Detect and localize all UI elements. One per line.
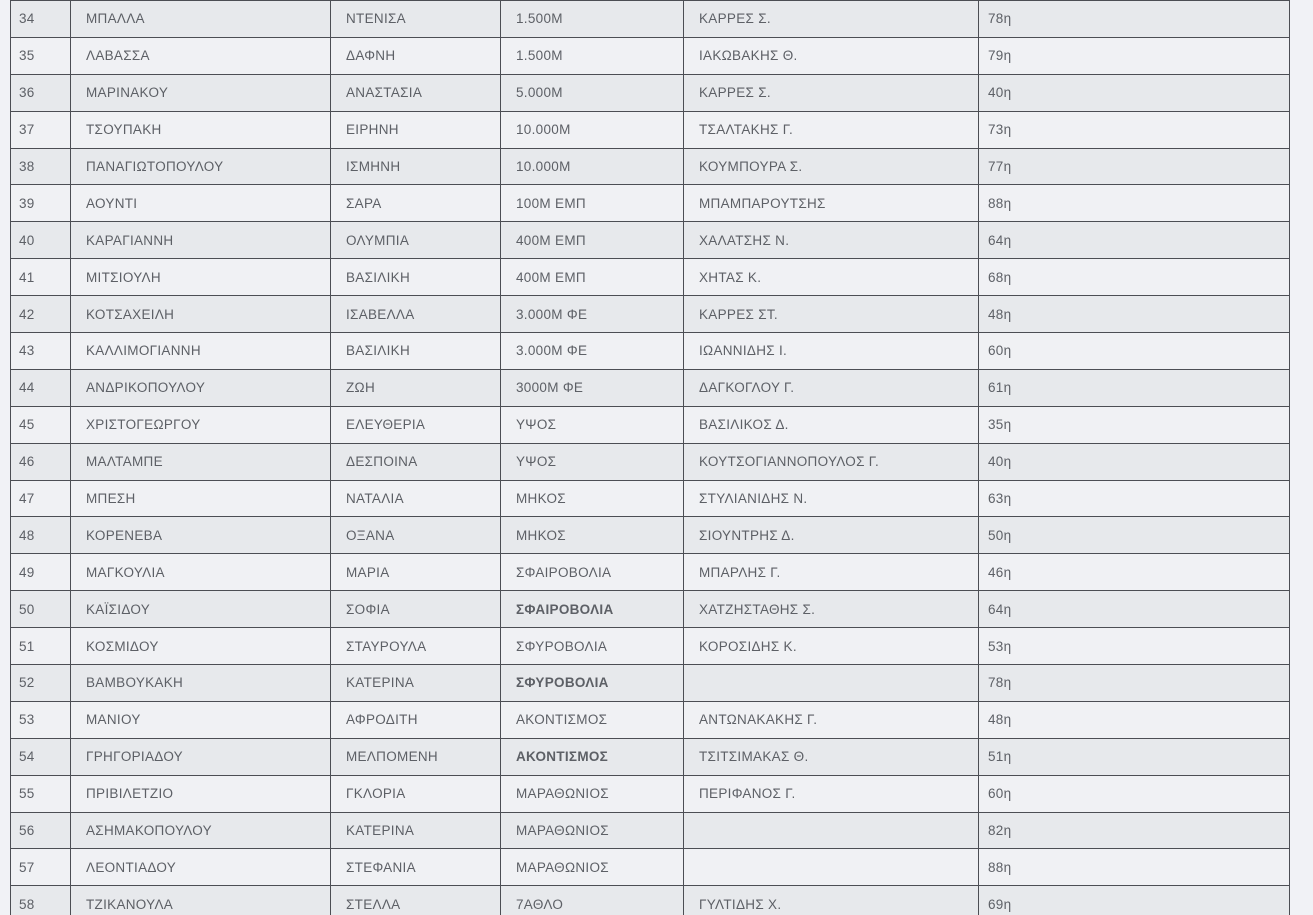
cell-event: 100Μ ΕΜΠ <box>501 185 684 222</box>
athletes-results-table <box>10 0 1290 915</box>
cell-coach: ΣΙΟΥΝΤΡΗΣ Δ. <box>684 517 979 554</box>
table-row <box>11 74 1290 111</box>
cell-position: 46η <box>979 554 1290 591</box>
cell-event: ΜΑΡΑΘΩΝΙΟΣ <box>501 775 684 812</box>
cell-number: 44 <box>11 369 71 406</box>
cell-first-name: ΜΕΛΠΟΜΕΝΗ <box>331 738 501 775</box>
cell-position: 78η <box>979 1 1290 38</box>
table-row <box>11 1 1290 38</box>
cell-last-name: ΑΝΔΡΙΚΟΠΟΥΛΟΥ <box>71 369 331 406</box>
cell-number: 34 <box>11 1 71 38</box>
cell-last-name: ΤΣΟΥΠΑΚΗ <box>71 111 331 148</box>
cell-position: 64η <box>979 222 1290 259</box>
cell-last-name: ΓΡΗΓΟΡΙΑΔΟΥ <box>71 738 331 775</box>
cell-last-name: ΑΟΥΝΤΙ <box>71 185 331 222</box>
cell-coach: ΜΠΑΜΠΑΡΟΥΤΣΗΣ <box>684 185 979 222</box>
cell-first-name: ΚΑΤΕΡΙΝΑ <box>331 812 501 849</box>
cell-last-name: ΠΑΝΑΓΙΩΤΟΠΟΥΛΟΥ <box>71 148 331 185</box>
cell-coach: ΧΑΤΖΗΣΤΑΘΗΣ Σ. <box>684 591 979 628</box>
cell-last-name: ΑΣΗΜΑΚΟΠΟΥΛΟΥ <box>71 812 331 849</box>
cell-first-name: ΖΩΗ <box>331 369 501 406</box>
table-row <box>11 628 1290 665</box>
cell-number: 57 <box>11 849 71 886</box>
cell-first-name: ΣΤΕΦΑΝΙΑ <box>331 849 501 886</box>
cell-position: 82η <box>979 812 1290 849</box>
cell-coach: ΤΣΙΤΣΙΜΑΚΑΣ Θ. <box>684 738 979 775</box>
cell-event: 10.000Μ <box>501 111 684 148</box>
cell-first-name: ΚΑΤΕΡΙΝΑ <box>331 665 501 702</box>
cell-number: 46 <box>11 443 71 480</box>
cell-coach: ΤΣΑΛΤΑΚΗΣ Γ. <box>684 111 979 148</box>
cell-last-name: ΜΠΕΣΗ <box>71 480 331 517</box>
cell-position: 40η <box>979 74 1290 111</box>
cell-event: 3.000Μ ΦΕ <box>501 333 684 370</box>
cell-last-name: ΜΠΑΛΛΑ <box>71 1 331 38</box>
cell-event: 5.000Μ <box>501 74 684 111</box>
cell-coach: ΣΤΥΛΙΑΝΙΔΗΣ Ν. <box>684 480 979 517</box>
cell-number: 41 <box>11 259 71 296</box>
cell-number: 45 <box>11 406 71 443</box>
cell-first-name: ΙΣΑΒΕΛΛΑ <box>331 296 501 333</box>
cell-first-name: ΟΛΥΜΠΙΑ <box>331 222 501 259</box>
cell-last-name: ΜΑΝΙΟΥ <box>71 701 331 738</box>
cell-last-name: ΚΟΤΣΑΧΕΙΛΗ <box>71 296 331 333</box>
cell-event: ΜΑΡΑΘΩΝΙΟΣ <box>501 812 684 849</box>
cell-event: 3000Μ ΦΕ <box>501 369 684 406</box>
cell-first-name: ΟΞΑΝΑ <box>331 517 501 554</box>
cell-last-name: ΚΑΪΣΙΔΟΥ <box>71 591 331 628</box>
cell-first-name: ΓΚΛΟΡΙΑ <box>331 775 501 812</box>
cell-last-name: ΚΑΡΑΓΙΑΝΝΗ <box>71 222 331 259</box>
table-row <box>11 222 1290 259</box>
table-row <box>11 701 1290 738</box>
cell-coach: ΚΑΡΡΕΣ ΣΤ. <box>684 296 979 333</box>
cell-first-name: ΕΙΡΗΝΗ <box>331 111 501 148</box>
cell-position: 77η <box>979 148 1290 185</box>
cell-position: 73η <box>979 111 1290 148</box>
cell-event: ΣΦΥΡΟΒΟΛΙΑ <box>501 665 684 702</box>
cell-first-name: ΝΤΕΝΙΣΑ <box>331 1 501 38</box>
cell-number: 58 <box>11 886 71 915</box>
cell-position: 40η <box>979 443 1290 480</box>
cell-event: 7ΑΘΛΟ <box>501 886 684 915</box>
cell-coach: ΜΠΑΡΛΗΣ Γ. <box>684 554 979 591</box>
cell-event: ΑΚΟΝΤΙΣΜΟΣ <box>501 738 684 775</box>
table-row <box>11 554 1290 591</box>
cell-position: 51η <box>979 738 1290 775</box>
cell-number: 53 <box>11 701 71 738</box>
cell-number: 56 <box>11 812 71 849</box>
cell-position: 63η <box>979 480 1290 517</box>
cell-first-name: ΝΑΤΑΛΙΑ <box>331 480 501 517</box>
table-row <box>11 591 1290 628</box>
cell-coach: ΠΕΡΙΦΑΝΟΣ Γ. <box>684 775 979 812</box>
cell-last-name: ΛΑΒΑΣΣΑ <box>71 37 331 74</box>
cell-coach: ΚΟΡΟΣΙΔΗΣ Κ. <box>684 628 979 665</box>
table-row <box>11 259 1290 296</box>
cell-number: 47 <box>11 480 71 517</box>
table-row <box>11 812 1290 849</box>
cell-first-name: ΕΛΕΥΘΕΡΙΑ <box>331 406 501 443</box>
table-row <box>11 665 1290 702</box>
cell-last-name: ΜΙΤΣΙΟΥΛΗ <box>71 259 331 296</box>
cell-coach: ΙΑΚΩΒΑΚΗΣ Θ. <box>684 37 979 74</box>
cell-first-name: ΣΤΕΛΛΑ <box>331 886 501 915</box>
cell-event: 3.000Μ ΦΕ <box>501 296 684 333</box>
cell-last-name: ΤΖΙΚΑΝΟΥΛΑ <box>71 886 331 915</box>
cell-number: 35 <box>11 37 71 74</box>
cell-last-name: ΧΡΙΣΤΟΓΕΩΡΓΟΥ <box>71 406 331 443</box>
cell-position: 50η <box>979 517 1290 554</box>
cell-last-name: ΠΡΙΒΙΛΕΤΖΙΟ <box>71 775 331 812</box>
cell-last-name: ΚΑΛΛΙΜΟΓΙΑΝΝΗ <box>71 333 331 370</box>
cell-coach <box>684 812 979 849</box>
cell-coach: ΚΑΡΡΕΣ Σ. <box>684 74 979 111</box>
cell-number: 54 <box>11 738 71 775</box>
cell-first-name: ΙΣΜΗΝΗ <box>331 148 501 185</box>
cell-position: 79η <box>979 37 1290 74</box>
cell-event: 400Μ ΕΜΠ <box>501 259 684 296</box>
cell-last-name: ΜΑΛΤΑΜΠΕ <box>71 443 331 480</box>
cell-number: 43 <box>11 333 71 370</box>
cell-number: 39 <box>11 185 71 222</box>
cell-number: 52 <box>11 665 71 702</box>
table-row <box>11 185 1290 222</box>
cell-event: 1.500Μ <box>501 1 684 38</box>
cell-position: 88η <box>979 185 1290 222</box>
cell-last-name: ΚΟΣΜΙΔΟΥ <box>71 628 331 665</box>
table-row <box>11 148 1290 185</box>
cell-number: 37 <box>11 111 71 148</box>
cell-number: 51 <box>11 628 71 665</box>
cell-event: ΜΗΚΟΣ <box>501 480 684 517</box>
cell-position: 60η <box>979 775 1290 812</box>
cell-number: 49 <box>11 554 71 591</box>
cell-coach: ΔΑΓΚΟΓΛΟΥ Γ. <box>684 369 979 406</box>
table-row <box>11 333 1290 370</box>
table-row <box>11 517 1290 554</box>
cell-coach <box>684 665 979 702</box>
cell-position: 61η <box>979 369 1290 406</box>
cell-first-name: ΒΑΣΙΛΙΚΗ <box>331 259 501 296</box>
cell-position: 64η <box>979 591 1290 628</box>
cell-coach: ΓΥΛΤΙΔΗΣ Χ. <box>684 886 979 915</box>
cell-number: 40 <box>11 222 71 259</box>
cell-coach: ΧΗΤΑΣ Κ. <box>684 259 979 296</box>
cell-last-name: ΚΟΡΕΝΕΒΑ <box>71 517 331 554</box>
table-row <box>11 738 1290 775</box>
cell-first-name: ΜΑΡΙΑ <box>331 554 501 591</box>
table-row <box>11 406 1290 443</box>
cell-number: 55 <box>11 775 71 812</box>
cell-coach: ΚΟΥΤΣΟΓΙΑΝΝΟΠΟΥΛΟΣ Γ. <box>684 443 979 480</box>
table-row <box>11 849 1290 886</box>
cell-event: ΥΨΟΣ <box>501 406 684 443</box>
cell-number: 48 <box>11 517 71 554</box>
cell-first-name: ΒΑΣΙΛΙΚΗ <box>331 333 501 370</box>
cell-event: ΣΦΑΙΡΟΒΟΛΙΑ <box>501 591 684 628</box>
cell-coach: ΚΟΥΜΠΟΥΡΑ Σ. <box>684 148 979 185</box>
cell-event: ΥΨΟΣ <box>501 443 684 480</box>
cell-position: 78η <box>979 665 1290 702</box>
cell-position: 69η <box>979 886 1290 915</box>
cell-first-name: ΣΤΑΥΡΟΥΛΑ <box>331 628 501 665</box>
cell-number: 36 <box>11 74 71 111</box>
cell-event: 1.500Μ <box>501 37 684 74</box>
cell-number: 42 <box>11 296 71 333</box>
cell-event: ΑΚΟΝΤΙΣΜΟΣ <box>501 701 684 738</box>
cell-number: 50 <box>11 591 71 628</box>
cell-position: 35η <box>979 406 1290 443</box>
cell-last-name: ΒΑΜΒΟΥΚΑΚΗ <box>71 665 331 702</box>
cell-position: 88η <box>979 849 1290 886</box>
cell-position: 68η <box>979 259 1290 296</box>
cell-first-name: ΑΝΑΣΤΑΣΙΑ <box>331 74 501 111</box>
cell-position: 60η <box>979 333 1290 370</box>
table-row <box>11 886 1290 915</box>
table-row <box>11 480 1290 517</box>
cell-coach: ΑΝΤΩΝΑΚΑΚΗΣ Γ. <box>684 701 979 738</box>
cell-event: ΣΦΥΡΟΒΟΛΙΑ <box>501 628 684 665</box>
table-row <box>11 37 1290 74</box>
cell-last-name: ΜΑΓΚΟΥΛΙΑ <box>71 554 331 591</box>
cell-first-name: ΔΕΣΠΟΙΝΑ <box>331 443 501 480</box>
table-row <box>11 775 1290 812</box>
cell-last-name: ΛΕΟΝΤΙΑΔΟΥ <box>71 849 331 886</box>
table-row <box>11 111 1290 148</box>
cell-position: 48η <box>979 296 1290 333</box>
cell-coach: ΒΑΣΙΛΙΚΟΣ Δ. <box>684 406 979 443</box>
cell-first-name: ΑΦΡΟΔΙΤΗ <box>331 701 501 738</box>
cell-position: 48η <box>979 701 1290 738</box>
cell-position: 53η <box>979 628 1290 665</box>
cell-coach: ΧΑΛΑΤΣΗΣ Ν. <box>684 222 979 259</box>
cell-event: 10.000Μ <box>501 148 684 185</box>
cell-first-name: ΣΑΡΑ <box>331 185 501 222</box>
cell-event: ΜΗΚΟΣ <box>501 517 684 554</box>
table-row <box>11 369 1290 406</box>
cell-coach: ΙΩΑΝΝΙΔΗΣ Ι. <box>684 333 979 370</box>
cell-event: 400Μ ΕΜΠ <box>501 222 684 259</box>
cell-coach: ΚΑΡΡΕΣ Σ. <box>684 1 979 38</box>
cell-first-name: ΔΑΦΝΗ <box>331 37 501 74</box>
cell-event: ΣΦΑΙΡΟΒΟΛΙΑ <box>501 554 684 591</box>
table-row <box>11 443 1290 480</box>
table-row <box>11 296 1290 333</box>
cell-event: ΜΑΡΑΘΩΝΙΟΣ <box>501 849 684 886</box>
cell-coach <box>684 849 979 886</box>
cell-number: 38 <box>11 148 71 185</box>
results-table-body <box>11 1 1290 915</box>
cell-first-name: ΣΟΦΙΑ <box>331 591 501 628</box>
cell-last-name: ΜΑΡΙΝΑΚΟΥ <box>71 74 331 111</box>
